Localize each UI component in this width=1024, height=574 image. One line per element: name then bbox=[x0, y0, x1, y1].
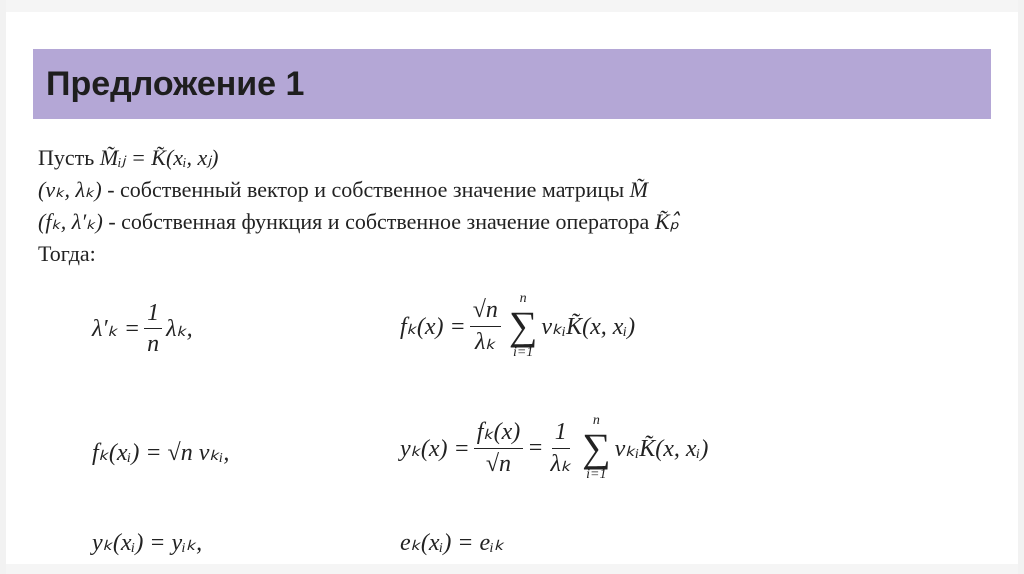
frame-right bbox=[1018, 0, 1024, 574]
f1-tail: λₖ, bbox=[166, 316, 193, 343]
line3-text: - собственная функция и собственное значение оператора bbox=[102, 209, 655, 234]
f4-tail: vₖᵢK̃(x, xᵢ) bbox=[614, 435, 709, 462]
f3-text: fₖ(xᵢ) = √n vₖᵢ, bbox=[92, 440, 230, 466]
line2-formula: (vₖ, λₖ) bbox=[38, 177, 102, 202]
sum-icon: ∑ bbox=[508, 303, 538, 348]
f4-sum bbox=[582, 414, 611, 482]
f4-num: fₖ(x) bbox=[474, 419, 524, 448]
f4-num2: 1 bbox=[552, 419, 570, 448]
f4-lhs: yₖ(x) = bbox=[400, 435, 470, 462]
line2-tail: M̃ bbox=[629, 177, 648, 202]
statement-block bbox=[38, 142, 679, 270]
line1-formula: M̃ᵢⱼ = K̃(xᵢ, xⱼ) bbox=[99, 145, 219, 170]
f1-lhs: λ′ₖ = bbox=[92, 316, 141, 343]
statement-line-1 bbox=[38, 142, 679, 174]
f2-num: √n bbox=[470, 297, 501, 326]
line3-formula: (fₖ, λ′ₖ) bbox=[38, 209, 103, 234]
title-bar bbox=[33, 49, 991, 119]
f2-lhs: fₖ(x) = bbox=[400, 313, 466, 340]
f4-sum-bot: i=1 bbox=[586, 467, 607, 482]
formula-y-at-point bbox=[92, 528, 202, 557]
line2-text: - собственный вектор и собственное значение матрицы bbox=[101, 177, 630, 202]
sum-icon: ∑ bbox=[582, 425, 611, 470]
f4-eq: = bbox=[527, 434, 544, 461]
formula-eigenfunction-at-point bbox=[92, 438, 229, 467]
formula-eigenvalue-relation bbox=[92, 300, 193, 358]
f1-den: n bbox=[147, 331, 160, 358]
line1-prefix: Пусть bbox=[38, 145, 95, 170]
f4-fraction-2 bbox=[547, 419, 574, 477]
f2-tail: vₖᵢK̃(x, xᵢ) bbox=[541, 313, 636, 340]
formula-e-at-point bbox=[400, 528, 504, 557]
formula-eigenfunction bbox=[400, 292, 635, 360]
formula-normalized-function bbox=[400, 414, 708, 482]
f4-den2: λₖ bbox=[550, 450, 572, 477]
f2-sum-top: n bbox=[519, 291, 527, 306]
slide-title: Предложение 1 bbox=[46, 65, 305, 103]
f1-fraction bbox=[144, 300, 162, 358]
frame-top bbox=[0, 0, 1024, 12]
f1-num: 1 bbox=[144, 300, 162, 329]
f2-sum bbox=[509, 292, 538, 360]
f6-text: eₖ(xᵢ) = eᵢₖ bbox=[400, 530, 505, 556]
f2-sum-bot: i=1 bbox=[512, 345, 534, 360]
f2-fraction bbox=[470, 297, 501, 355]
statement-line-4 bbox=[38, 238, 679, 270]
frame-left bbox=[0, 0, 6, 574]
line4-text: Тогда: bbox=[38, 241, 96, 266]
f2-den: λₖ bbox=[474, 328, 496, 355]
statement-line-3 bbox=[38, 206, 679, 238]
f4-den: √n bbox=[485, 450, 512, 477]
f5-text: yₖ(xᵢ) = yᵢₖ, bbox=[92, 530, 203, 556]
f4-fraction-1 bbox=[474, 419, 524, 477]
f4-sum-top: n bbox=[592, 413, 600, 428]
statement-line-2 bbox=[38, 174, 679, 206]
line3-tail: K̃ₚ̂ bbox=[654, 209, 679, 234]
frame-bottom bbox=[0, 564, 1024, 574]
